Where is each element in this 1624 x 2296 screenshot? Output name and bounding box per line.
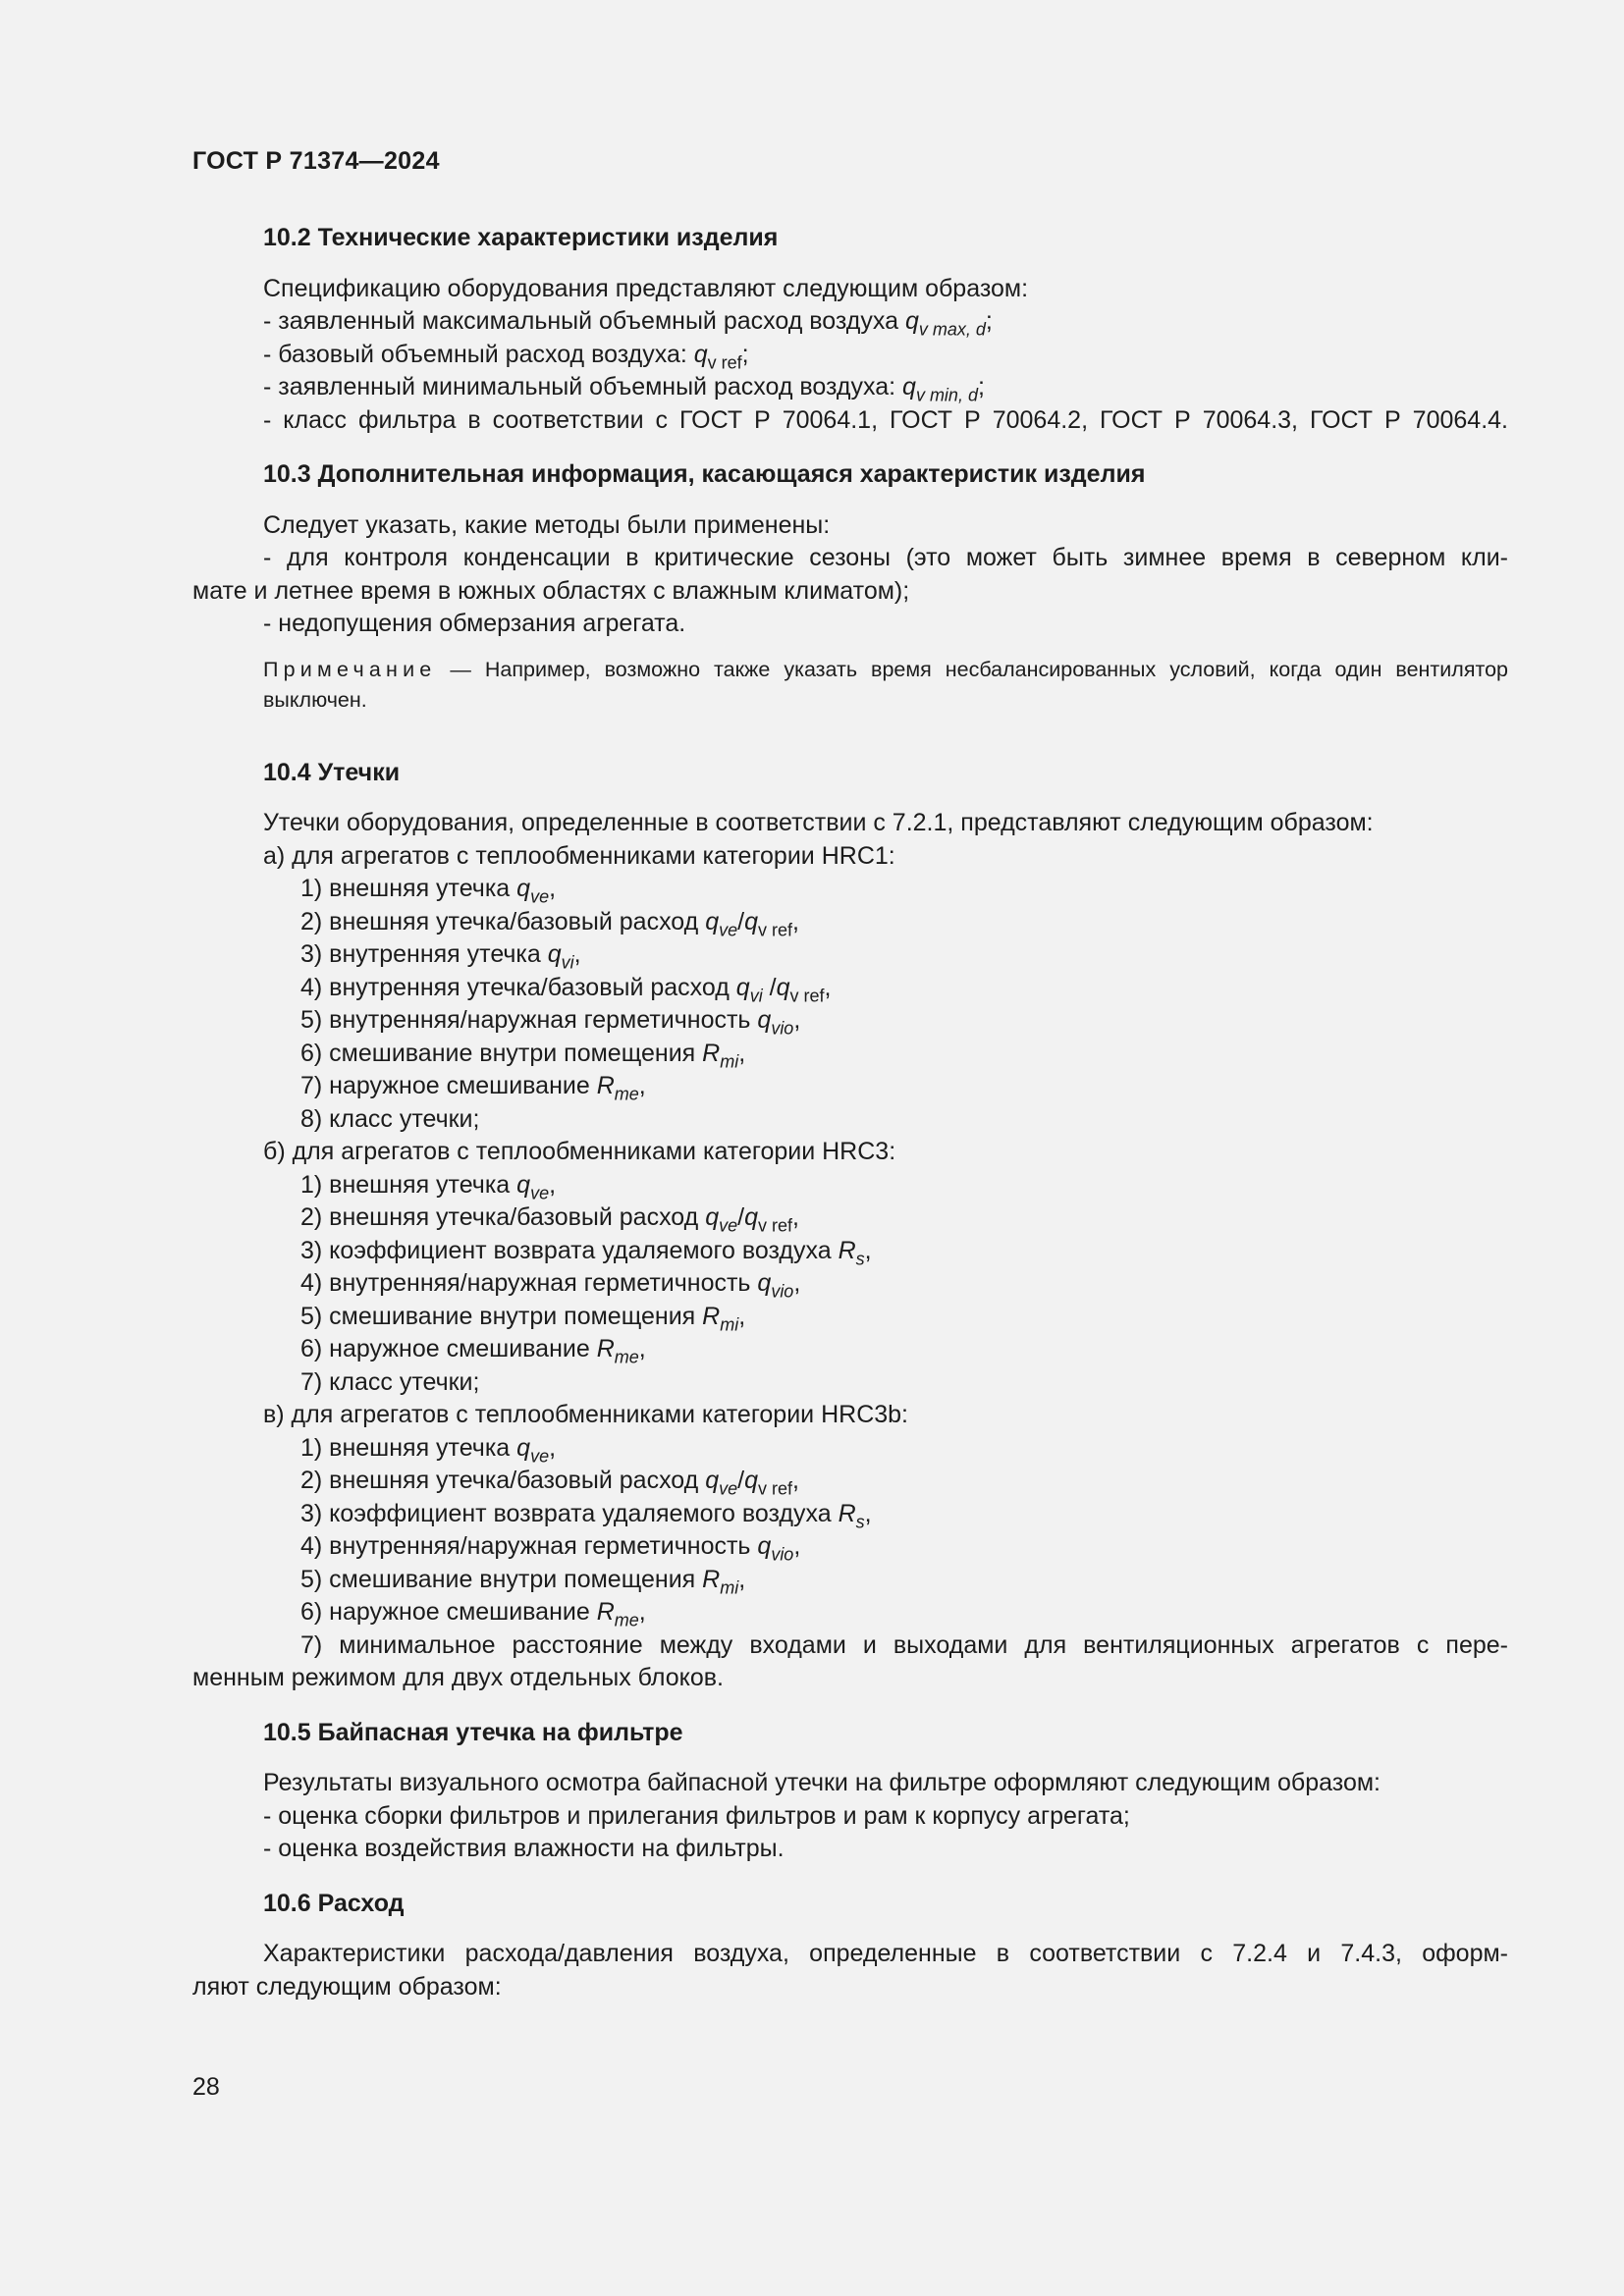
- note-text: — Например, возможно также указать время несбалансированных условий, когда один вентилятор выключен.: [263, 657, 1508, 712]
- section-10-5-title: 10.5 Байпасная утечка на фильтре: [263, 1718, 683, 1746]
- section-10-3-title: 10.3 Дополнительная информация, касающаяся характеристик изделия: [263, 460, 1146, 488]
- paragraph: Характеристики расхода/давления воздуха, определенные в соответствии с 7.2.4 и 7.4.3, оформ-: [263, 1940, 1508, 1967]
- sub-list-item: 2) внешняя утечка/базовый расход $q_{ve}/q_{v ref}$,: [300, 1467, 799, 1499]
- sub-list-item: 1) внешняя утечка $q_{ve}$,: [300, 1170, 557, 1202]
- paragraph-continuation: ляют следующим образом:: [192, 1972, 502, 2001]
- sub-list-item: 1) внешняя утечка $q_{ve}$,: [300, 1433, 557, 1466]
- paragraph: Утечки оборудования, определенные в соответствии с 7.2.1, представляют следующим образом:: [263, 809, 1374, 836]
- sub-list-item: 3) внутренняя утечка $q_{vi}$,: [300, 940, 581, 973]
- sub-list-item: 1) внешняя утечка $q_{ve}$,: [300, 875, 557, 907]
- paragraph: Спецификацию оборудования представляют следующим образом:: [263, 274, 1029, 302]
- list-item: - оценка сборки фильтров и прилегания фильтров и рам к корпусу агрегата;: [263, 1801, 1130, 1830]
- sub-list-item-continuation: менным режимом для двух отдельных блоков.: [192, 1664, 724, 1691]
- sub-list-item: 2) внешняя утечка/базовый расход $q_{ve}/q_{v ref}$,: [300, 907, 799, 939]
- section-10-6-title: 10.6 Расход: [263, 1889, 405, 1917]
- paragraph: Результаты визуального осмотра байпасной утечки на фильтре оформляют следующим образом:: [263, 1769, 1381, 1796]
- sub-list-item: 3) коэффициент возврата удаляемого воздуха $R_s$,: [300, 1236, 872, 1268]
- sub-list-item: 7) класс утечки;: [300, 1367, 480, 1396]
- sub-list-item: 3) коэффициент возврата удаляемого воздуха $R_s$,: [300, 1499, 872, 1531]
- section-10-4-title: 10.4 Утечки: [263, 758, 401, 786]
- list-item: - оценка воздействия влажности на фильтры.: [263, 1835, 785, 1862]
- page-number: 28: [192, 2073, 220, 2101]
- list-item: - заявленный максимальный объемный расход воздуха $q_{v max, d}$;: [263, 307, 993, 340]
- sub-list-item: 2) внешняя утечка/базовый расход $q_{ve}/q_{v ref}$,: [300, 1203, 799, 1236]
- list-item: а) для агрегатов с теплообменниками категории HRC1:: [263, 841, 895, 870]
- sub-list-item: 7) минимальное расстояние между входами и выходами для вентиляционных агрегатов с пере-: [300, 1630, 1508, 1659]
- sub-list-item: 5) внутренняя/наружная герметичность $q_{vio}$,: [300, 1006, 801, 1039]
- sub-list-item: 6) наружное смешивание $R_{me}$,: [300, 1598, 646, 1630]
- sub-list-item: 6) наружное смешивание $R_{me}$,: [300, 1335, 646, 1367]
- sub-list-item: 4) внутренняя/наружная герметичность $q_{vio}$,: [300, 1532, 801, 1565]
- section-10-2-title: 10.2 Технические характеристики изделия: [263, 224, 779, 251]
- sub-list-item: 4) внутренняя/наружная герметичность $q_{vio}$,: [300, 1269, 801, 1302]
- sub-list-item: 7) наружное смешивание $R_{me}$,: [300, 1072, 646, 1104]
- list-item: - заявленный минимальный объемный расход воздуха: $q_{v min, d}$;: [263, 373, 985, 405]
- sub-list-item: 8) класс утечки;: [300, 1104, 480, 1133]
- list-item-continuation: мате и летнее время в южных областях с влажным климатом);: [192, 576, 910, 605]
- list-item: б) для агрегатов с теплообменниками категории HRC3:: [263, 1138, 896, 1165]
- list-item: в) для агрегатов с теплообменниками категории HRC3b:: [263, 1401, 909, 1428]
- document-body: [192, 222, 1508, 2003]
- sub-list-item: 6) смешивание внутри помещения $R_{mi}$,: [300, 1039, 746, 1071]
- note: [192, 655, 1508, 716]
- list-item: - класс фильтра в соответствии с ГОСТ Р 70064.1, ГОСТ Р 70064.2, ГОСТ Р 70064.3, ГОСТ Р 70064.4.: [263, 405, 1508, 434]
- sub-list-item: 4) внутренняя утечка/базовый расход $q_{vi}$ $/q_{v ref}$,: [300, 973, 832, 1005]
- list-item: - базовый объемный расход воздуха: $q_{v ref}$;: [263, 340, 749, 372]
- paragraph: Следует указать, какие методы были применены:: [263, 510, 831, 539]
- sub-list-item: 5) смешивание внутри помещения $R_{mi}$,: [300, 1302, 746, 1334]
- document-header: ГОСТ Р 71374—2024: [192, 147, 440, 175]
- list-item: - недопущения обмерзания агрегата.: [263, 610, 686, 637]
- list-item: - для контроля конденсации в критические сезоны (это может быть зимнее время в северном кли-: [263, 544, 1508, 571]
- sub-list-item: 5) смешивание внутри помещения $R_{mi}$,: [300, 1565, 746, 1597]
- note-label: Примечание: [263, 657, 437, 681]
